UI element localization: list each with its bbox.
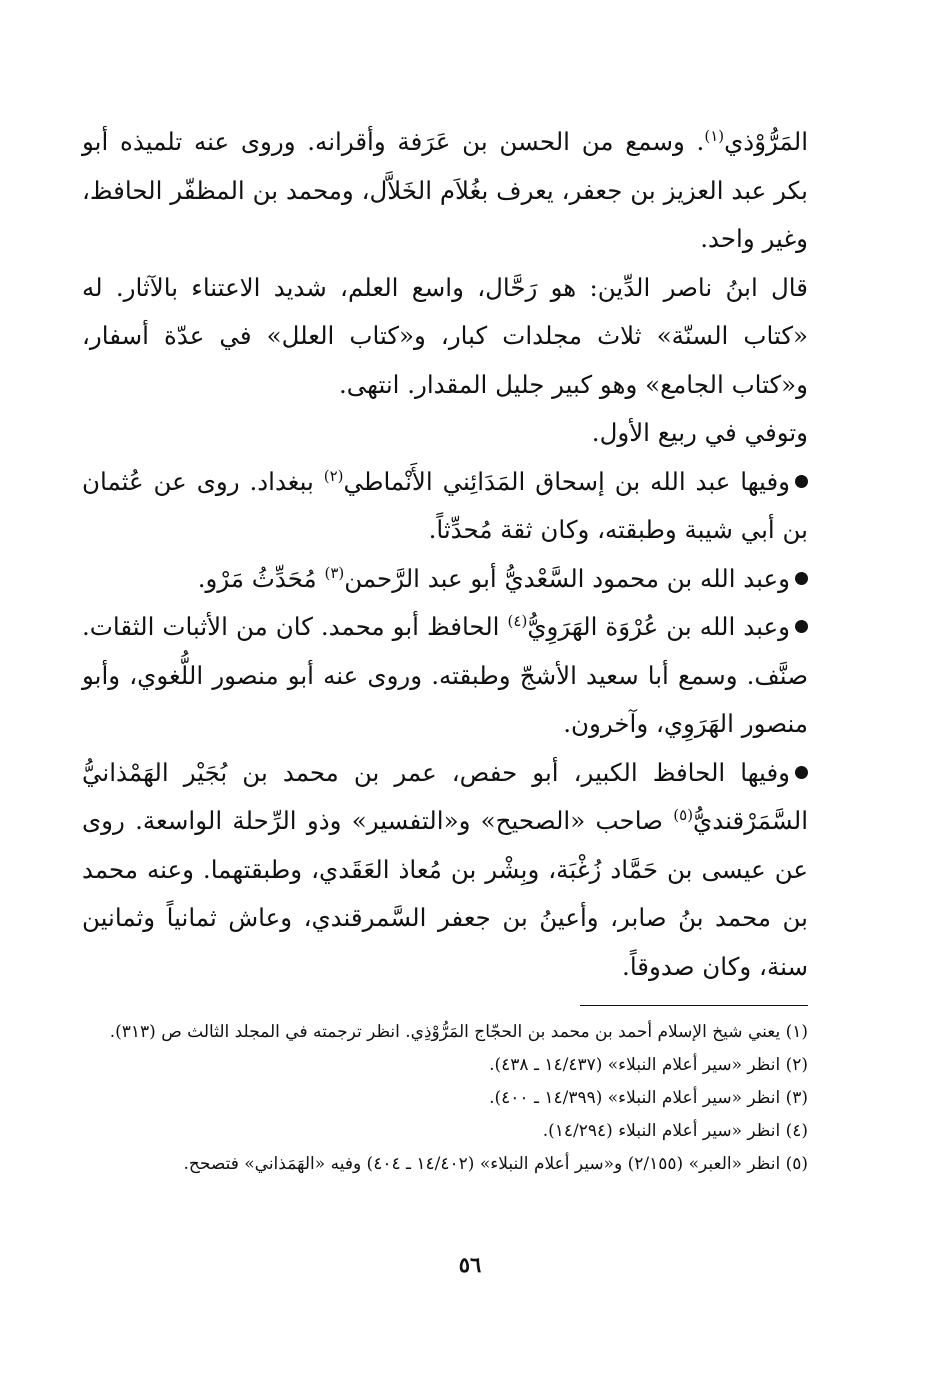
text-segment: المَرُّوْذي: [724, 127, 808, 156]
footnote-ref-2[interactable]: (٢): [323, 466, 344, 485]
main-text: [82, 118, 808, 991]
text-segment: وفيها عبد الله بن إسحاق المَدَائِني الأَنْماطي: [343, 466, 790, 496]
bullet-icon: [795, 620, 808, 633]
text-segment: وفيها الحافظ الكبير، أبو حفص، عمر بن محمد بن بُجَيْر الهَمْذانيُّ السَّمَرْقنديُّ: [82, 757, 808, 835]
text-segment: مُحَدِّثُ مَرْو.: [197, 563, 325, 593]
bullet-icon: [795, 766, 808, 779]
paragraph-1: [82, 118, 808, 264]
footnotes: [82, 1016, 808, 1181]
text-segment: قال ابنُ ناصر الدِّين: هو رَحَّال، واسع العلم، شديد الاعتناء بالآثار. له «كتاب السنّة» ثلاث مجلدات كبار، و«كتاب العلل» في عدّة أسفار، و«كتاب الجامع» وهو كبير جليل المقدار. انتهى.: [82, 272, 808, 399]
text-segment: ببغداد. روى عن عُثمان بن أبي شيبة وطبقته، وكان ثقة مُحدِّثاً.: [82, 466, 808, 544]
footnote-5: (٥) انظر «العبر» (٢/١٥٥) و«سير أعلام النبلاء» (١٤/٤٠٢ ـ ٤٠٤) وفيه «الهَمَذاني» فتصحح.: [183, 1154, 808, 1174]
paragraph-6: [82, 603, 808, 749]
text-segment: . وسمع من الحسن بن عَرَفة وأقرانه. وروى عنه تلميذه أبو بكر عبد العزيز بن جعفر، يعرف بغُلاَم الخَلاَّل، ومحمد بن المظفّر الحافظ، وغير واحد.: [82, 127, 808, 253]
page-number: ٥٦: [458, 1252, 482, 1277]
bullet-icon: [795, 572, 808, 585]
footnote-4: (٤) انظر «سير أعلام النبلاء (١٤/٢٩٤).: [542, 1121, 808, 1141]
footnote-ref-5[interactable]: (٥): [673, 806, 694, 824]
footnote-1: (١) يعني شيخ الإسلام أحمد بن محمد بن الحجّاج المَرُّوْذِي. انظر ترجمته في المجلد الثالث ص (٣١٣).: [109, 1022, 808, 1042]
bullet-icon: [795, 475, 808, 488]
text-segment: الحافظ أبو محمد. كان من الأثبات الثقات. صنَّف. وسمع أبا سعيد الأشجّ وطبقته. وروى عنه أبو منصور اللُّغوي، وأبو منصور الهَرَوِي، وآخرون.: [82, 612, 808, 738]
paragraph-3: [82, 409, 808, 458]
paragraph-2: [82, 264, 808, 410]
footnote-ref-1[interactable]: (١): [704, 127, 725, 145]
footnote-ref-4[interactable]: (٤): [507, 612, 528, 630]
paragraph-7: [82, 749, 808, 992]
text-segment: وعبد الله بن عُرْوَة الهَرَوِيُّ: [527, 612, 790, 641]
footnote-divider: [580, 1005, 808, 1006]
paragraph-4: [82, 458, 808, 555]
text-segment: وعبد الله بن محمود السَّعْديُّ أبو عبد الرَّحمن: [344, 563, 790, 593]
footnote-ref-3[interactable]: (٣): [324, 563, 345, 582]
text-segment: وتوفي في ربيع الأول.: [591, 418, 808, 447]
text-segment: صاحب «الصحيح» و«التفسير» وذو الرِّحلة الواسعة. روى عن عيسى بن حَمَّاد زُغْبَة، وبِشْر بن مُعاذ العَقَدي، وطبقتهما. وعنه محمد بن محمد بنُ صابر، وأعينُ بن جعفر السَّمرقندي، وعاش ثمانياً وثمانين سنة، وكان صدوقاً.: [82, 806, 808, 981]
paragraph-5: [82, 555, 808, 604]
footnote-2: (٢) انظر «سير أعلام النبلاء» (١٤/٤٣٧ ـ ٤٣٨).: [489, 1055, 808, 1075]
footnote-3: (٣) انظر «سير أعلام النبلاء» (١٤/٣٩٩ ـ ٤٠٠).: [489, 1088, 808, 1108]
